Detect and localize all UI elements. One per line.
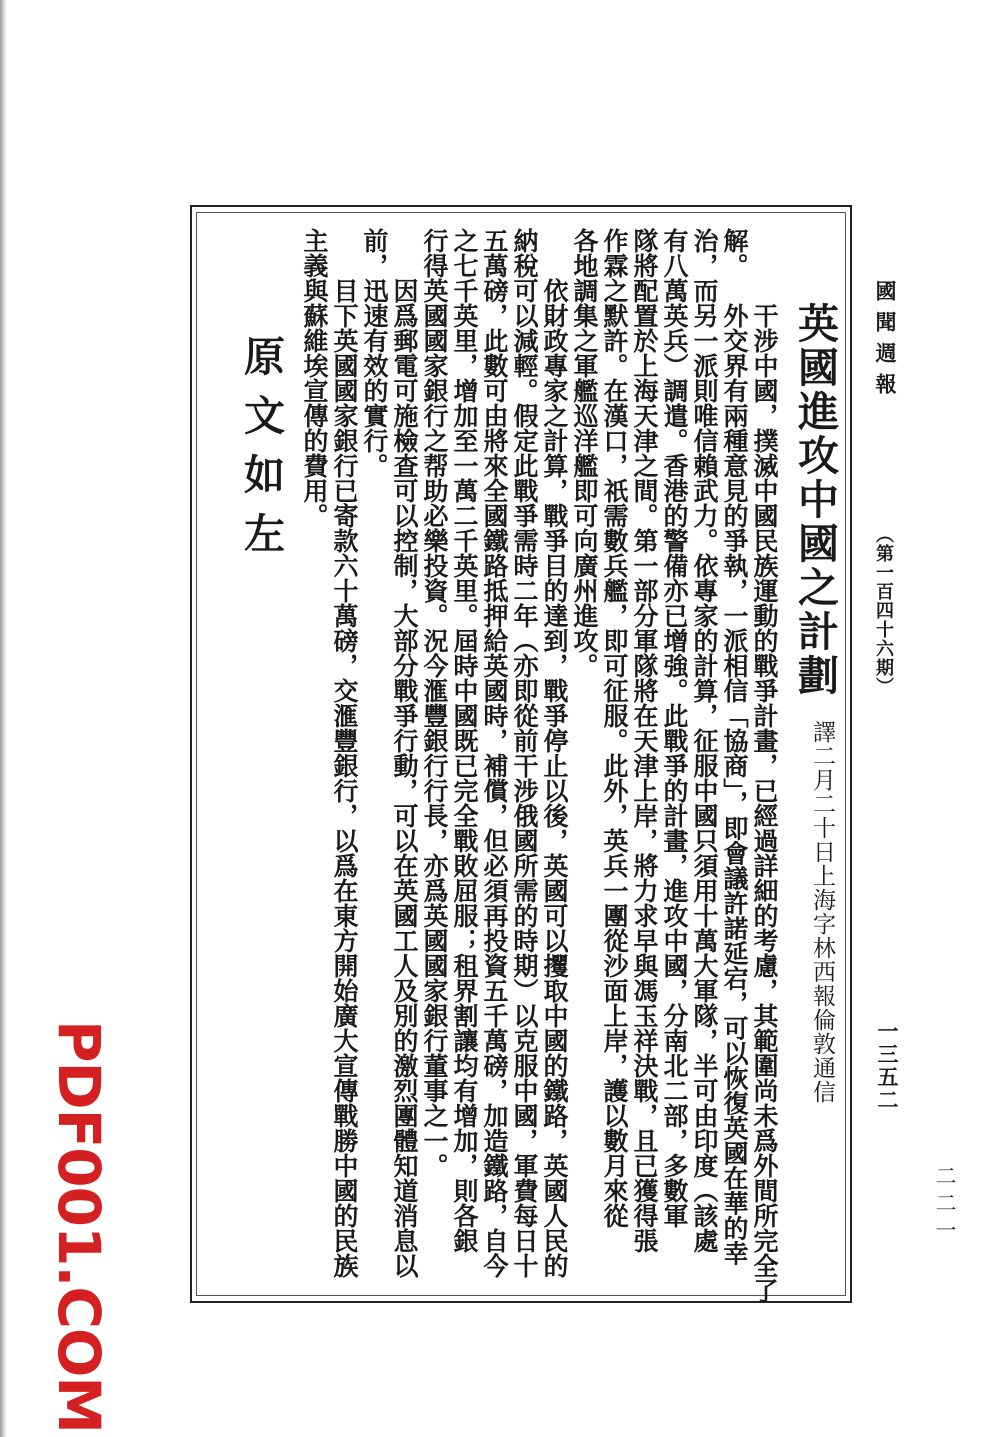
running-header-page-number: 一三五二: [875, 1020, 900, 1112]
article-byline: 譯二月二十日上海字林西報倫敦通信: [809, 720, 835, 1104]
body-column: 隊將配置於上海天津之間。第一部分軍隊將在天津上岸，將力求早與馮玉祥決戰，且已獲得張: [630, 228, 659, 1253]
body-column: 主義與蘇維埃宣傳的費用。: [300, 228, 329, 528]
body-column: 治，而另一派則唯信賴武力。依專家的計算，征服中國只須用十萬大軍隊，半可由印度（該處: [690, 228, 719, 1253]
side-page-number: 二二一: [933, 1165, 957, 1246]
body-column: 之七千英里，增加至一萬二千英里。屆時中國既已完全戰敗屈服；租界割讓均有增加，則各銀: [450, 228, 479, 1253]
body-column: 干涉中國，撲滅中國民族運動的戰爭計畫，已經過詳細的考慮，其範圍尚未爲外間所完全了: [750, 278, 779, 1303]
original-text-heading: 原文如左: [237, 335, 285, 571]
article-title: 英國進攻中國之計劃: [791, 302, 839, 698]
body-column: 目下英國國家銀行已寄款六十萬磅，交滙豐銀行，以爲在東方開始廣大宣傳戰勝中國的民族: [330, 253, 359, 1278]
body-column: 因爲郵電可施檢查可以控制，大部分戰爭行動，可以在英國工人及別的激烈團體知道消息以: [390, 253, 419, 1278]
body-column: 依財政專家之計算，戰爭目的達到，戰爭停止以後，英國可以攫取中國的鐵路，英國人民的: [540, 253, 569, 1278]
running-header-issue: （第一百四十六期）: [873, 525, 894, 696]
body-column: 前，迅速有效的實行。: [360, 228, 389, 478]
scan-edge: [0, 0, 7, 1437]
running-header-journal: 國聞週報: [873, 280, 898, 404]
body-column: 解。: [720, 228, 749, 278]
body-column: 外交界有兩種意見的爭執，一派相信「協商」，即會議許諾延宕，可以恢復英國在華的幸: [720, 303, 749, 1266]
body-column: 有八萬英兵）調遣。香港的警備亦已增強。此戰爭的計畫，進攻中國，分南北二部，多數軍: [660, 228, 689, 1228]
body-column: 五萬磅，此數可由將來全國鐵路抵押給英國時，補償，但必須再投資五千萬磅，加造鐵路，自今: [480, 228, 509, 1278]
body-column: 行得英國國家銀行之帮助必樂投資。況今滙豐銀行行長，亦爲英國國家銀行董事之一。: [420, 228, 449, 1178]
body-column: 各地調集之軍艦巡洋艦即可向廣州進攻。: [570, 228, 599, 678]
body-column: 納稅可以減輕。假定此戰爭需時二年（亦即從前干涉俄國所需的時期）以克服中國，軍費每日十: [510, 228, 539, 1278]
watermark-logo: PDF001.COM: [45, 1020, 113, 1433]
body-column: 作霖之默許。在漢口，祇需數兵艦，即可征服。此外，英兵一團從沙面上岸，護以數月來從: [600, 228, 629, 1228]
